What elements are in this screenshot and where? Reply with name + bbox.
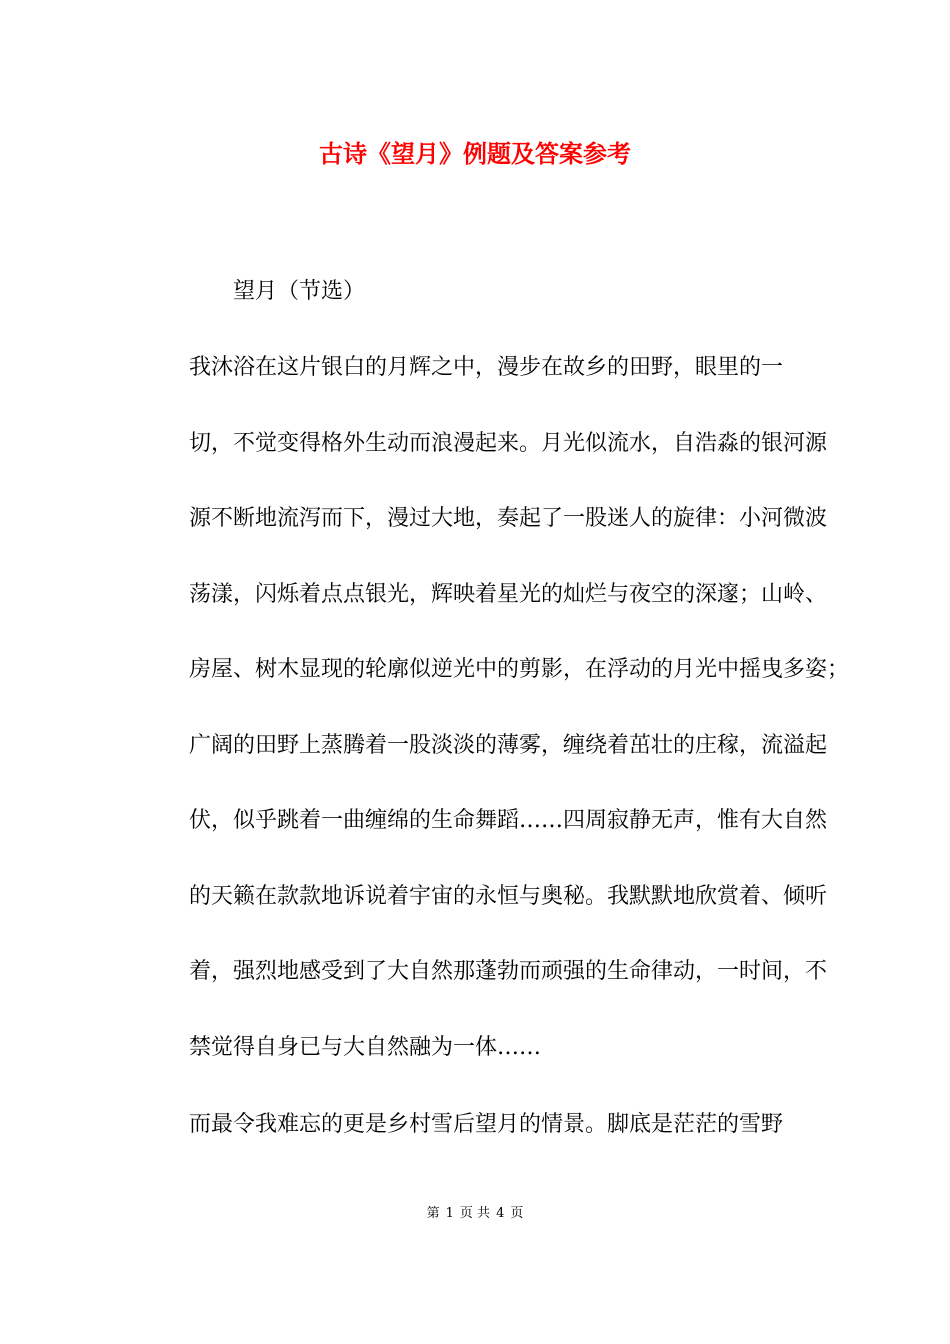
page-label-suffix: 页 [510,1206,524,1221]
paragraph-2 [145,1087,810,1163]
paragraph-1-line: 着，强烈地感受到了大自然那蓬勃而顽强的生命律动，一时间，不 [189,959,828,984]
paragraph-1-line: 广阔的田野上蒸腾着一股淡淡的薄雾，缠绕着茁壮的庄稼，流溢起 [189,732,828,758]
current-page-number: 1 [445,1206,454,1221]
paragraph-1-line: 伏，似乎跳着一曲缠绵的生命舞蹈……四周寂静无声，惟有大自然 [189,808,828,833]
document-title: 古诗《望月》例题及答案参考 [319,139,631,168]
total-pages-number: 4 [496,1206,505,1221]
poem-subtitle: 望月（节选） [233,279,366,304]
page-label-prefix: 第 [426,1206,440,1221]
paragraph-1-line: 荡漾，闪烁着点点银光，辉映着星光的灿烂与夜空的深邃；山岭、 [189,581,828,607]
paragraph-1-line: 切，不觉变得格外生动而浪漫起来。月光似流水，自浩淼的银河源 [189,430,828,456]
paragraph-1-line: 我沐浴在这片银白的月辉之中，漫步在故乡的田野，眼里的一 [189,355,784,380]
paragraph-1 [145,330,850,1085]
paragraph-1-line: 禁觉得自身已与大自然融为一体…… [189,1034,542,1060]
page-footer [0,1204,950,1224]
paragraph-1-line: 房屋、树木显现的轮廓似逆光中的剪影，在浮动的月光中摇曳多姿； [189,657,850,682]
page-label-mid: 页 共 [459,1206,491,1221]
paragraph-2-line: 而最令我难忘的更是乡村雪后望月的情景。脚底是茫茫的雪野 [189,1112,784,1137]
paragraph-1-line: 的天籁在款款地诉说着宇宙的永恒与奥秘。我默默地欣赏着、倾听 [189,883,828,909]
paragraph-1-line: 源不断地流泻而下，漫过大地，奏起了一股迷人的旋律：小河微波 [189,506,828,531]
